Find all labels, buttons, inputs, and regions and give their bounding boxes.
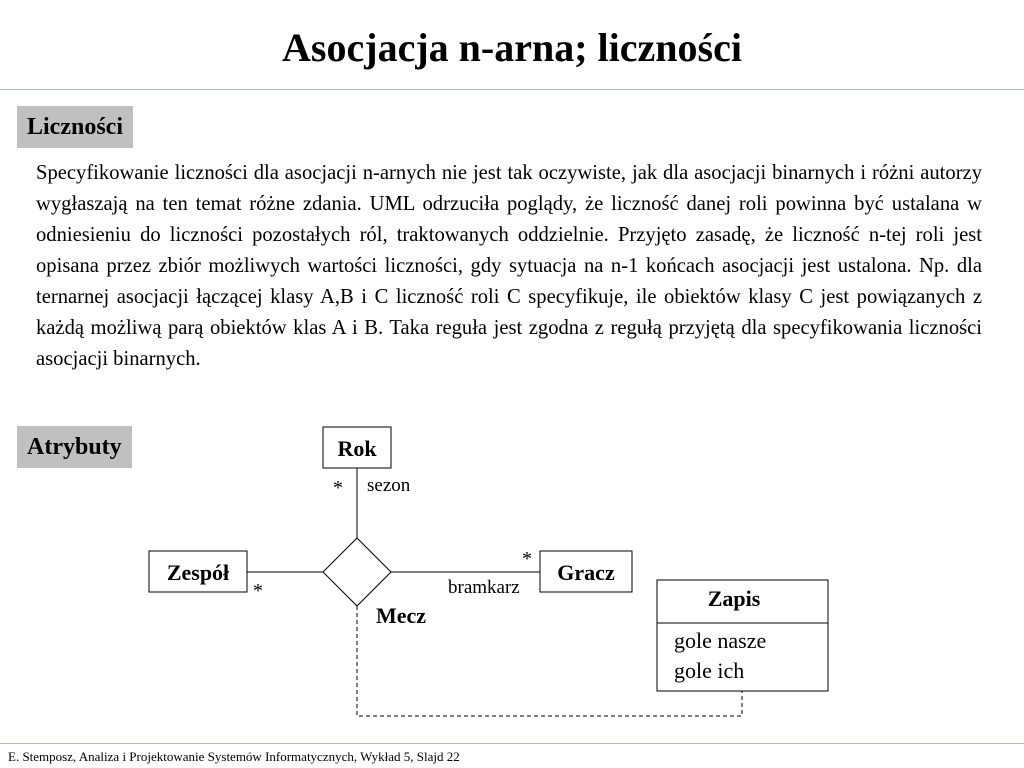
multiplicity-rok: * (333, 477, 343, 499)
multiplicity-zespol: * (253, 580, 263, 602)
body-paragraph: Specyfikowanie liczności dla asocjacji n-arnych nie jest tak oczywiste, jak dla asocjacji binarnych i różni autorzy wygłaszają na ten temat różne zdania. UML odrzuciła poglądy, że liczność danej roli powinna być ustalana w odniesieniu do liczności pozostałych ról, traktowanych oddzielnie. Przyjęto zasadę, że liczność n-tej roli jest opisana przez zbiór możliwych wartości liczności, gdy sytuacja na n-1 końcach asocjacji jest ustalona. Np. dla ternarnej asocjacji łączącej klasy A,B i C liczność roli C specyfikuje, ile obiektów klasy C jest powiązanych z każdą możliwą parą obiektów klas A i B. Taka reguła jest zgodna z regułą przyjętą dla specyfikowania liczności asocjacji binarnych. (36, 162, 982, 370)
role-name-bramkarz: bramkarz (448, 577, 520, 598)
class-zapis-attribute: gole nasze (674, 628, 767, 653)
class-zapis-name: Zapis (707, 586, 761, 611)
section-label-atrybuty: Atrybuty (17, 426, 132, 468)
class-rok-name: Rok (337, 436, 377, 461)
footer-divider (0, 743, 1024, 744)
class-gracz-name: Gracz (557, 560, 615, 585)
role-name-sezon: sezon (367, 475, 411, 496)
section-label-licznosci: Liczności (17, 106, 133, 148)
multiplicity-gracz: * (522, 548, 532, 570)
association-diamond (323, 538, 391, 606)
class-zapis-attribute: gole ich (674, 658, 745, 683)
class-zespol-name: Zespół (166, 560, 230, 585)
slide-footer: E. Stemposz, Analiza i Projektowanie Systemów Informatycznych, Wykład 5, Slajd 22 (8, 749, 460, 764)
slide-title: Asocjacja n-arna; liczności (282, 25, 742, 70)
association-name-mecz: Mecz (376, 603, 427, 628)
